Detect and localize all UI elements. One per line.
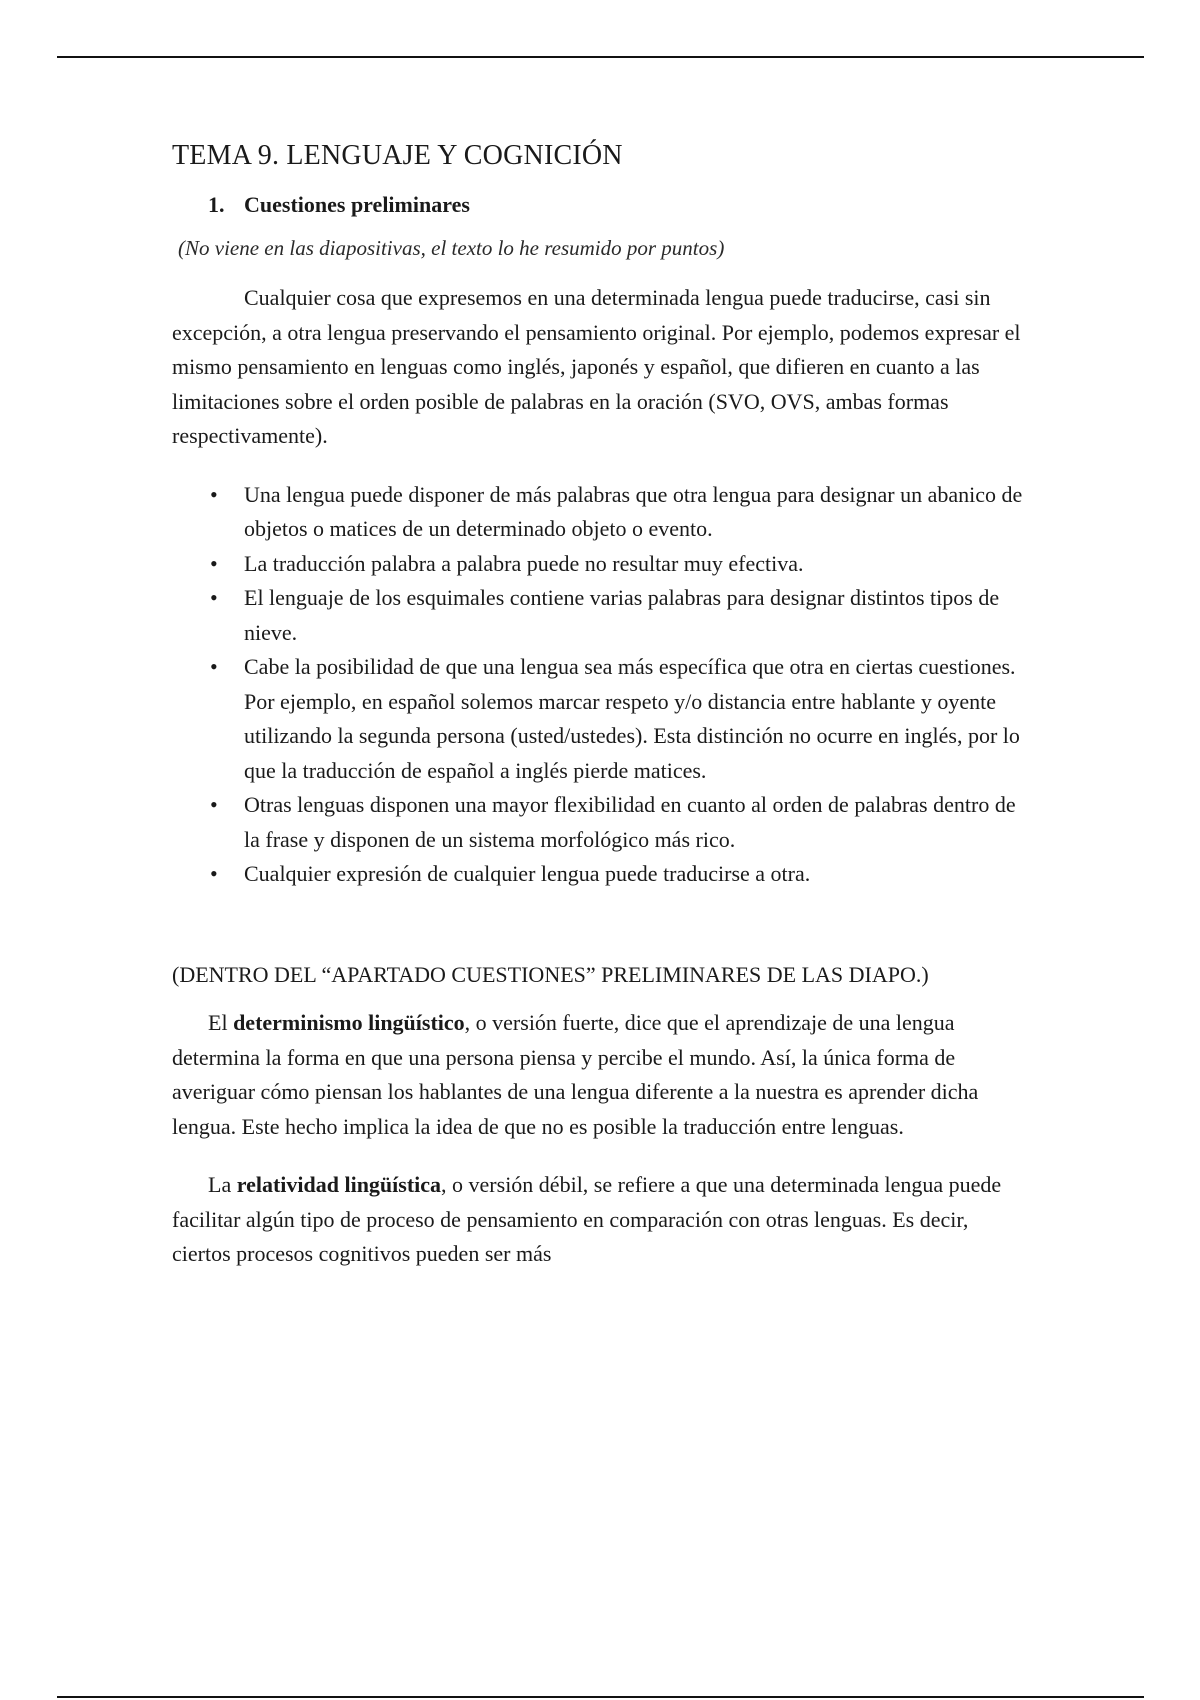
- list-item: [208, 788, 1032, 857]
- list-item-text: La traducción palabra a palabra puede no resultar muy efectiva.: [244, 550, 804, 576]
- paragraph-rest: , o versión débil, se refiere a que una determinada lengua puede facilitar algún tipo de proceso de pensamiento en comparación con otras lenguas. Es decir, ciertos procesos cognitivos pueden ser más: [172, 1172, 1002, 1266]
- paragraph-lead: El: [208, 1010, 234, 1035]
- section-heading: [208, 192, 1032, 218]
- section-heading-text: Cuestiones preliminares: [244, 192, 470, 217]
- list-item-text: Otras lenguas disponen una mayor flexibilidad en cuanto al orden de palabras dentro de la frase y disponen de un sistema morfológico más rico.: [244, 792, 1016, 852]
- section-number: 1.: [208, 192, 225, 217]
- bullet-icon: •: [210, 792, 218, 817]
- bold-term: determinismo lingüístico: [233, 1010, 465, 1035]
- intro-paragraph: Cualquier cosa que expresemos en una determinada lengua puede traducirse, casi sin excepción, a otra lengua preservando el pensamiento original. Por ejemplo, podemos expresar el mismo pensamiento en lenguas como inglés, japonés y español, que difieren en cuanto a las limitaciones sobre el orden posible de palabras en la oración (SVO, OVS, ambas formas respectivamente).: [172, 285, 1021, 448]
- list-item: [208, 581, 1032, 650]
- list-item-text: Una lengua puede disponer de más palabras que otra lengua para designar un abanico de objetos o matices de un determinado objeto o evento.: [244, 481, 1023, 541]
- list-item-text: Cabe la posibilidad de que una lengua sea más específica que otra en ciertas cuestiones. Por ejemplo, en español solemos marcar respeto y/o distancia entre hablante y oyente utilizando la segunda persona (usted/ustedes). Esta distinción no ocurre en inglés, por lo que la traducción de español a inglés pierde matices.: [244, 654, 1020, 783]
- bullet-icon: •: [210, 861, 218, 886]
- bold-term: relatividad lingüística: [236, 1172, 442, 1197]
- determinism-paragraph: [172, 1006, 1032, 1144]
- page-title: TEMA 9. LENGUAJE Y COGNICIÓN: [172, 140, 623, 171]
- sub-heading: (DENTRO DEL “APARTADO CUESTIONES” PRELIMINARES DE LAS DIAPO.): [172, 961, 929, 987]
- italic-note: (No viene en las diapositivas, el texto lo he resumido por puntos): [178, 236, 725, 260]
- footer-rule: [57, 1696, 1144, 1698]
- list-item: [208, 857, 1032, 892]
- bullet-list: [208, 478, 1032, 892]
- list-item-text: Cualquier expresión de cualquier lengua puede traducirse a otra.: [244, 861, 811, 886]
- header-rule: [57, 56, 1144, 58]
- paragraph-rest: , o versión fuerte, dice que el aprendizaje de una lengua determina la forma en que una persona piensa y percibe el mundo. Así, la única forma de averiguar cómo piensan los hablantes de una lengua diferente a la nuestra es aprender dicha lengua. Este hecho implica la idea de que no es posible la traducción entre lenguas.: [172, 1010, 979, 1139]
- bullet-icon: •: [210, 550, 218, 576]
- paragraph-lead: La: [208, 1172, 237, 1197]
- document-page: [172, 140, 1032, 1296]
- relativity-paragraph: [172, 1168, 1032, 1272]
- list-item: [208, 547, 1032, 582]
- list-item: [208, 478, 1032, 547]
- list-item-text: El lenguaje de los esquimales contiene varias palabras para designar distintos tipos de nieve.: [244, 585, 1000, 645]
- list-item: [208, 650, 1032, 788]
- bullet-icon: •: [210, 481, 218, 507]
- bullet-icon: •: [210, 654, 218, 679]
- bullet-icon: •: [210, 585, 218, 610]
